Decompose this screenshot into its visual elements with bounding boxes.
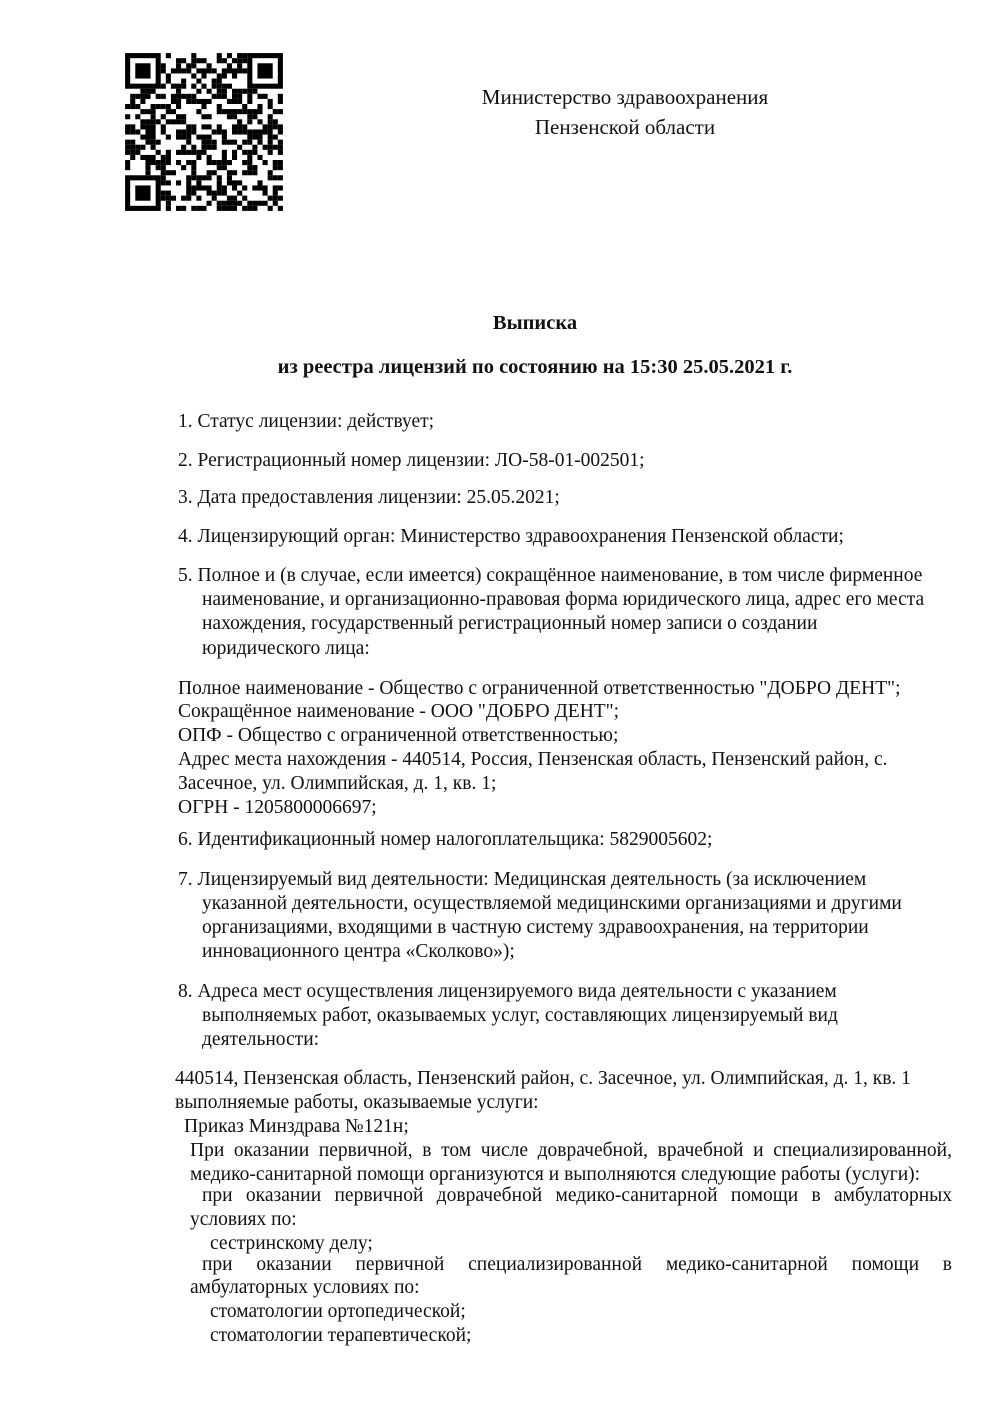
document-subtitle: из реестра лицензий по состоянию на 15:30 25.05.2021 г. bbox=[277, 356, 793, 378]
org-legal-form: ОПФ - Общество с ограниченной ответственностью; bbox=[178, 725, 619, 746]
works-intro: При оказании первичной, в том числе доврачебной, врачебной и специализированной, bbox=[190, 1140, 952, 1161]
item-inn: 6. Идентификационный номер налогоплательщика: 5829005602; bbox=[178, 829, 713, 850]
item-5-line: нахождения, государственный регистрационный номер записи о создании bbox=[202, 613, 818, 634]
item-7-line: организациями, входящими в частную систему здравоохранения, на территории bbox=[202, 917, 869, 938]
specialized-care: при оказании первичной специализированной медико-санитарной помощи в bbox=[202, 1254, 952, 1275]
works-intro-cont: медико-санитарной помощи организуются и выполняются следующие работы (услуги): bbox=[190, 1164, 921, 1185]
item-8-line: выполняемых работ, оказываемых услуг, составляющих лицензируемый вид bbox=[202, 1005, 838, 1026]
org-short-name: Сокращённое наименование - ООО "ДОБРО ДЕНТ"; bbox=[178, 701, 620, 722]
item-5-line: 5. Полное и (в случае, если имеется) сокращённое наименование, в том числе фирменное bbox=[178, 565, 923, 586]
item-registration-number: 2. Регистрационный номер лицензии: ЛО-58-01-002501; bbox=[178, 450, 645, 471]
item-5-line: наименование, и организационно-правовая форма юридического лица, адрес его места bbox=[202, 589, 925, 610]
item-license-status: 1. Статус лицензии: действует; bbox=[178, 411, 435, 432]
item-8-line: 8. Адреса мест осуществления лицензируемого вида деятельности с указанием bbox=[178, 981, 837, 1002]
document-title: Выписка bbox=[492, 312, 578, 334]
prehospital-care: при оказании первичной доврачебной медико-санитарной помощи в амбулаторных bbox=[202, 1185, 952, 1206]
item-licensing-authority: 4. Лицензирующий орган: Министерство здравоохранения Пензенской области; bbox=[178, 526, 844, 547]
activity-address: 440514, Пензенская область, Пензенский район, с. Засечное, ул. Олимпийская, д. 1, кв. 1 bbox=[175, 1068, 911, 1089]
qr-code bbox=[120, 48, 288, 216]
org-address-cont: Засечное, ул. Олимпийская, д. 1, кв. 1; bbox=[178, 773, 497, 794]
item-7-line: указанной деятельности, осуществляемой медицинскими организациями и другими bbox=[202, 893, 902, 914]
service-orthopedic-dentistry: стоматологии ортопедической; bbox=[210, 1301, 466, 1322]
service-nursing: сестринскому делу; bbox=[210, 1233, 373, 1254]
item-5-line: юридического лица: bbox=[202, 638, 370, 659]
order-reference: Приказ Минздрава №121н; bbox=[184, 1116, 409, 1137]
works-heading: выполняемые работы, оказываемые услуги: bbox=[175, 1092, 539, 1113]
item-issue-date: 3. Дата предоставления лицензии: 25.05.2021; bbox=[178, 487, 560, 508]
org-address: Адрес места нахождения - 440514, Россия, Пензенская область, Пензенский район, с. bbox=[178, 749, 888, 770]
item-7-line: инновационного центра «Сколково»); bbox=[202, 941, 515, 962]
specialized-care-cont: амбулаторных условиях по: bbox=[190, 1277, 420, 1298]
authority-line-2: Пензенской области bbox=[534, 115, 716, 139]
org-full-name: Полное наименование - Общество с ограниченной ответственностью "ДОБРО ДЕНТ"; bbox=[178, 678, 901, 699]
item-7-line: 7. Лицензируемый вид деятельности: Медицинская деятельность (за исключением bbox=[178, 869, 867, 890]
service-therapeutic-dentistry: стоматологии терапевтической; bbox=[210, 1325, 472, 1346]
authority-line-1: Министерство здравоохранения bbox=[481, 85, 769, 109]
item-8-line: деятельности: bbox=[202, 1029, 320, 1050]
org-ogrn: ОГРН - 1205800006697; bbox=[178, 797, 377, 818]
prehospital-care-cont: условиях по: bbox=[190, 1209, 297, 1230]
